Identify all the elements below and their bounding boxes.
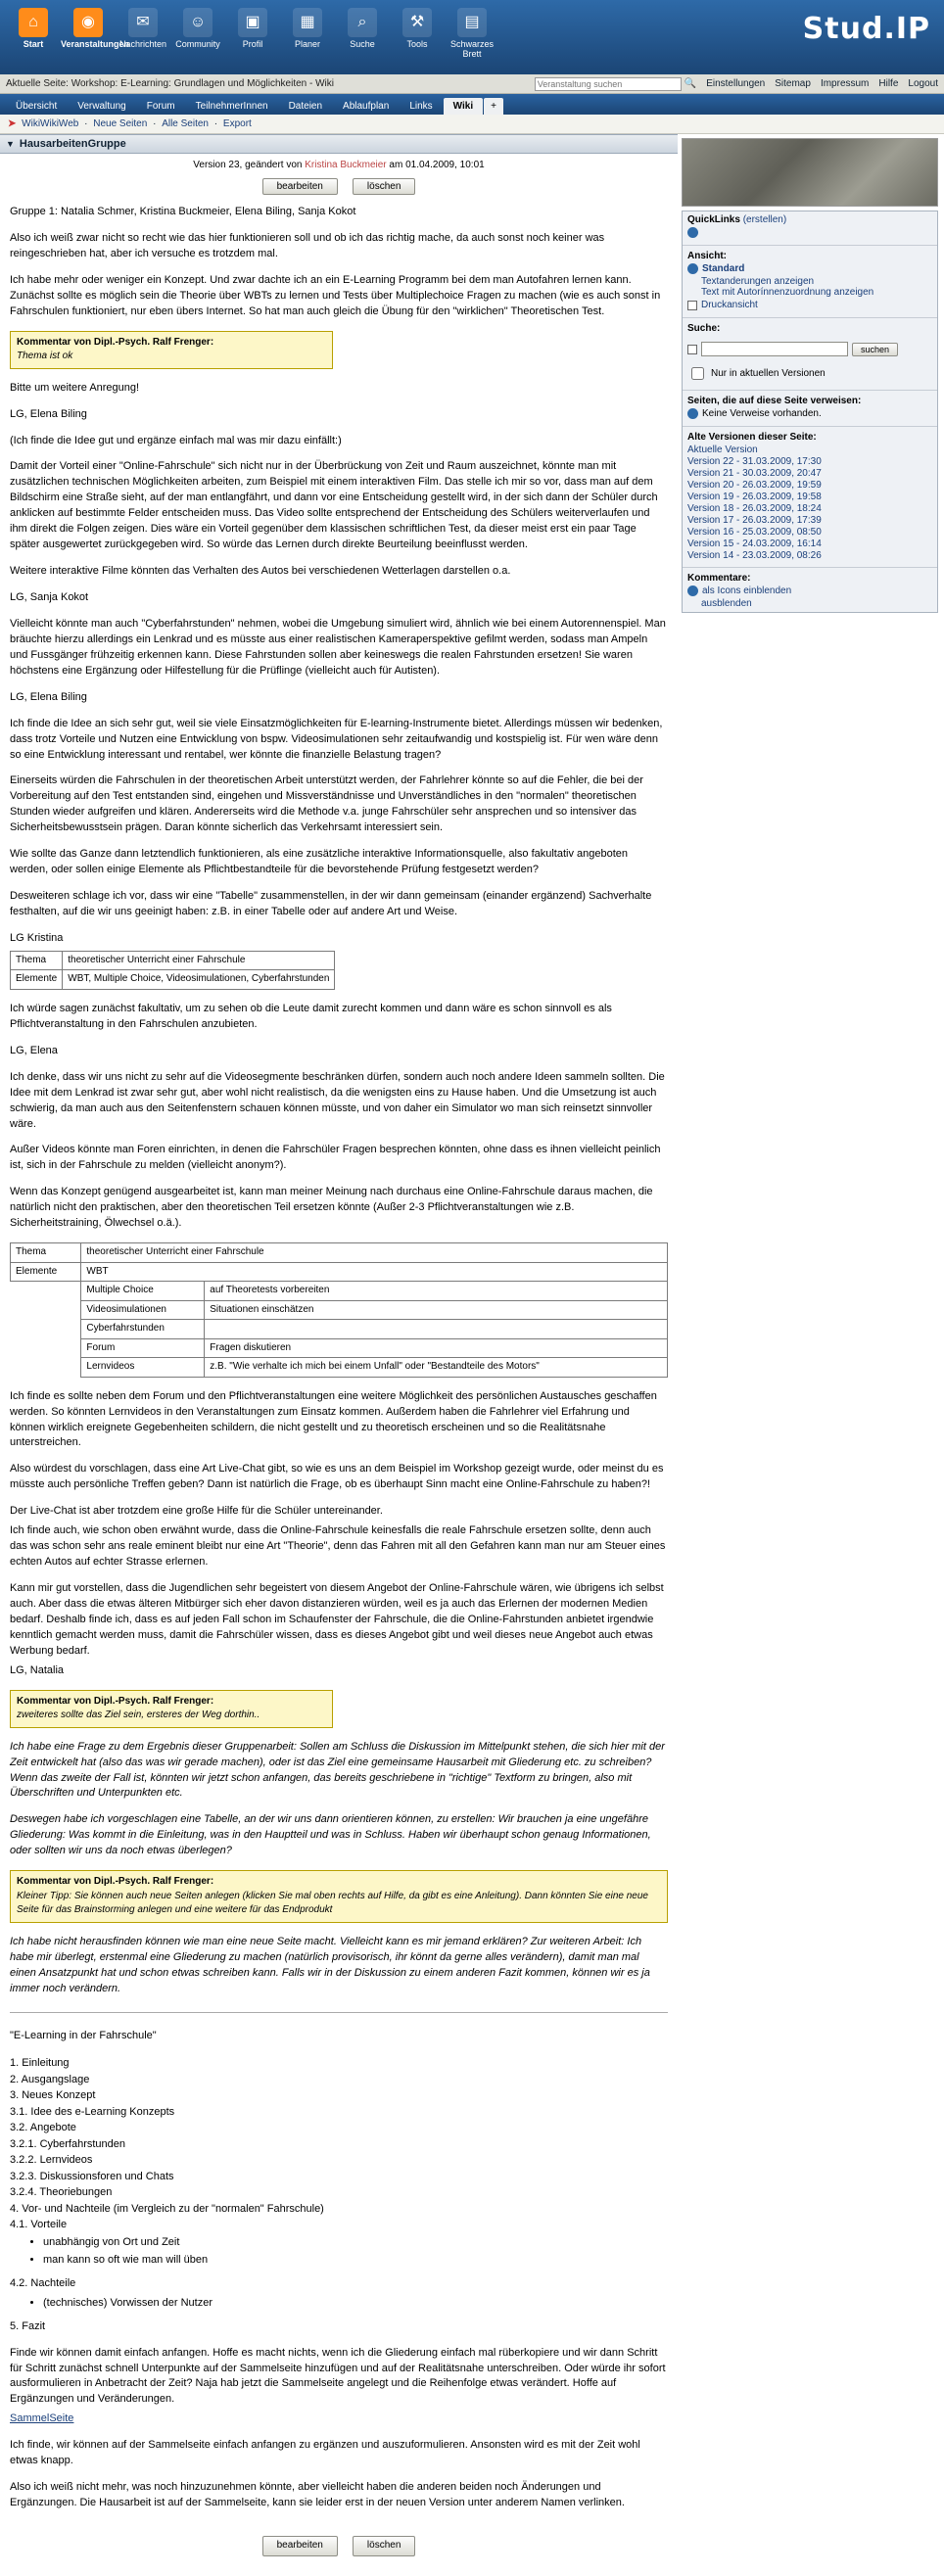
link-hilfe[interactable]: Hilfe bbox=[878, 78, 899, 89]
comment-box-1 bbox=[10, 331, 333, 369]
version-link-16[interactable]: Version 16 - 25.03.2009, 08:50 bbox=[687, 527, 822, 538]
paragraph-16: Ich finde es sollte neben dem Forum und den Pflichtveranstaltungen eine weitere Möglichkeit des persönlichen Austausches geschaffen werden. So könnten Lernvideos in den Veranstaltungen zum Einsatz kommen. Außerdem haben die Fahrlehrer viel Erfahrung und können wirklich ereignete Gegebenheiten schildern, die nicht gestellt und zu theoretisch erscheinen und so die Realitätsnahe unterstreichen. bbox=[10, 1389, 657, 1449]
page-title-bar bbox=[0, 134, 678, 154]
comment-author-2: Kommentar von Dipl.-Psych. Ralf Frenger: bbox=[17, 1695, 214, 1707]
table-cell-element: Videosimulationen bbox=[81, 1300, 205, 1320]
version-link-17[interactable]: Version 17 - 26.03.2009, 17:39 bbox=[687, 515, 822, 526]
link-impressum[interactable]: Impressum bbox=[820, 78, 870, 89]
table-cell-key: Thema bbox=[11, 951, 63, 970]
sep-3: · bbox=[213, 118, 218, 129]
current-versions-label: Nur in aktuellen Versionen bbox=[711, 368, 826, 379]
divider bbox=[10, 2012, 668, 2013]
referring-pages-row bbox=[687, 408, 932, 419]
search-input[interactable] bbox=[535, 77, 682, 91]
ansicht-standard-row[interactable] bbox=[687, 263, 932, 274]
nav-item-profil[interactable] bbox=[225, 4, 280, 49]
wiki-link-neue-seiten[interactable]: Neue Seiten bbox=[93, 118, 148, 129]
signature-6: LG, Natalia bbox=[10, 1663, 65, 1676]
signature-5: LG, Elena bbox=[10, 1044, 58, 1056]
paragraph-17: Also würdest du vorschlagen, dass eine Art Live-Chat gibt, so wie es uns an dem Beispiel im Workshop gezeigt wurde, oder meinst du es müsste auch persönliche Treffen geben? Dann ist natürlich die Frage, ob es überhaupt Sinn macht eine Online-Fahrschule zu haben?! bbox=[10, 1463, 664, 1491]
courses-icon: ◉ bbox=[73, 8, 103, 37]
paragraph-7: Vielleicht könnte man auch "Cyberfahrstunden" nehmen, wobei die Umgebung simuliert wird, ähnlich wie bei einem Autorennenspiel. Man bräuchte hierzu allerdings ein Lenkrad und es müsste aus einer realistischen Kameraperspektive gefilmt werden, sodass man Ampeln und Fussgänger frühzeitig erkennen kann. Diese Fahrstunden sollen aber keineswegs die realen Fahrstunden ersetzen! Sie waren höchstens eine Ergänzung oder Hilfestellung für die Prüflinge (vielleicht auch für Autisten). bbox=[10, 617, 666, 677]
table-row bbox=[11, 1282, 668, 1301]
bullet-icon bbox=[687, 263, 698, 274]
paragraph-8: Ich finde die Idee an sich sehr gut, weil sie viele Einsatzmöglichkeiten für E-learning-Instrumente bietet. Allerdings müssen wir bedenken, dass trotz Vorteile und Nutzen eine Entwicklung von bspw. Videosimulationen sehr zeitaufwandig und kostspielig ist. Für wen wäre denn so eine Entwicklung interessant und rentabel, wer könnte die finanzielle Belastung tragen? bbox=[10, 717, 663, 761]
sep-1: · bbox=[84, 118, 88, 129]
signature-1: LG, Elena Biling bbox=[10, 407, 87, 420]
nav-item-tools[interactable] bbox=[390, 4, 445, 49]
ansicht-item-autorinnenzuordnung[interactable]: Text mit Autorínnenzuordnung anzeigen bbox=[701, 287, 874, 298]
table-cell-value: theoretischer Unterricht einer Fahrschule bbox=[81, 1243, 668, 1263]
nav-item-planer[interactable] bbox=[280, 4, 335, 49]
nav-label-tools: Tools bbox=[406, 39, 428, 49]
table-cell-element: Cyberfahrstunden bbox=[81, 1320, 205, 1339]
nav-label-veranstaltungen: Veranstaltungen bbox=[61, 39, 130, 49]
paragraph-3: Bitte um weitere Anregung! bbox=[10, 381, 140, 394]
comment-text-3: Kleiner Tipp: Sie können auch neue Seiten anlegen (klicken Sie mal oben rechts auf Hilfe, da gibt es eine Anleitung). Dann könnten Sie eine neue Seite für das Brainstorming anlegen und eine weitere für das Endprodukt bbox=[17, 1890, 648, 1916]
version-link-21[interactable]: Version 21 - 30.03.2009, 20:47 bbox=[687, 468, 822, 479]
top-navigation-bar bbox=[0, 0, 944, 74]
kommentare-ausblenden-link[interactable]: ausblenden bbox=[701, 598, 752, 609]
nav-item-veranstaltungen[interactable] bbox=[61, 4, 130, 49]
arrow-icon: ➤ bbox=[8, 118, 17, 129]
wiki-content bbox=[0, 134, 678, 2576]
version-author-link[interactable]: Kristina Buckmeier bbox=[305, 160, 387, 170]
outline-title: "E-Learning in der Fahrschule" bbox=[10, 2030, 157, 2042]
sidebar-search-row bbox=[683, 339, 937, 359]
table-cell-desc bbox=[205, 1320, 668, 1339]
version-link-18[interactable]: Version 18 - 26.03.2009, 18:24 bbox=[687, 503, 822, 514]
outline-item: 3. Neues Konzept bbox=[10, 2089, 96, 2102]
version-link-19[interactable]: Version 19 - 26.03.2009, 19:58 bbox=[687, 492, 822, 502]
paragraph-6: Weitere interaktive Filme könnten das Verhalten des Autos bei verschiedenen Wetterlagen darstellen o.a. bbox=[10, 565, 511, 578]
sidebar-search-button[interactable]: suchen bbox=[852, 343, 898, 356]
ansicht-item-textaenderungen[interactable]: Textanderungen anzeigen bbox=[701, 276, 815, 287]
outline-item: 2. Ausgangslage bbox=[10, 2073, 90, 2085]
paragraph-2: Ich habe mehr oder weniger ein Konzept. Und zwar dachte ich an ein E-Learning Programm bei dem man Autofahren lernen kann. Zunächst sollte es möglich sein die Theorie über WBTs zu lernen und Tests über Multiplechoice Fragen zu machen (wie es auch sonst in Fahrschulen funktioniert, nur eben übers Internet. So hat man auch gleich die Übung für den "wirklichen" Theoretischen Test. bbox=[10, 273, 661, 317]
wiki-subnav bbox=[0, 115, 944, 134]
nachteile-heading: 4.2. Nachteile bbox=[10, 2276, 76, 2289]
nav-item-suche[interactable] bbox=[335, 4, 390, 49]
paragraph-20: Kann mir gut vorstellen, dass die Jugendlichen sehr begeistert von diesem Angebot der Online-Fahrschule wären, wie übrigens ich selbst auch. Aber dass die etwas älteren Mitbürger sich eher davon distanzieren würden, weil es ja auch das Erlernen der modernen Medien bedarf. Deshalb finde ich, dass es auf jeden Fall schon im Schaufenster der Fahrschule, die die Online-Fahrstunden anbietet irgendwie kenntlich gemacht werden muss, damit die Fahrschüler wissen, dass es dieses Angebot gibt und weil dieses neue Angebot auch etwas Werbung bedarf. bbox=[10, 1582, 664, 1657]
nav-label-profil: Profil bbox=[242, 39, 263, 49]
nav-label-suche: Suche bbox=[350, 39, 375, 49]
referring-pages-title: Seiten, die auf diese Seite verweisen: bbox=[687, 396, 862, 406]
tab-ablaufplan[interactable]: Ablaufplan bbox=[343, 101, 390, 112]
nav-item-schwarzes-brett[interactable] bbox=[445, 4, 499, 59]
table-cell-value: theoretischer Unterricht einer Fahrschule bbox=[63, 951, 335, 970]
version-link-14[interactable]: Version 14 - 23.03.2009, 08:26 bbox=[687, 550, 822, 561]
kommentare-title: Kommentare: bbox=[687, 573, 751, 584]
nav-item-community[interactable] bbox=[170, 4, 225, 49]
table-row bbox=[11, 1338, 668, 1358]
nav-label-nachrichten: Nachrichten bbox=[118, 39, 167, 49]
outline-item: 3.2.3. Diskussionsforen und Chats bbox=[10, 2170, 174, 2182]
board-icon: ▤ bbox=[457, 8, 487, 37]
nav-label-schwarzes-brett: Schwarzes Brett bbox=[449, 39, 494, 59]
top-action-buttons bbox=[0, 172, 678, 205]
comment-author-3: Kommentar von Dipl.-Psych. Ralf Frenger: bbox=[17, 1876, 214, 1888]
outline-item: 3.2.2. Lernvideos bbox=[10, 2154, 93, 2167]
printer-icon bbox=[687, 301, 697, 310]
sidebar-search-input[interactable] bbox=[701, 342, 848, 356]
table-row bbox=[11, 951, 335, 970]
tab-forum[interactable]: Forum bbox=[146, 101, 175, 112]
breadcrumb-bar bbox=[0, 74, 944, 94]
kommentare-section bbox=[683, 570, 937, 612]
sidebar-panel bbox=[682, 211, 938, 613]
nav-item-nachrichten[interactable] bbox=[116, 4, 170, 49]
nachteile-list bbox=[43, 2296, 668, 2312]
quicklinks-clock-row[interactable] bbox=[687, 227, 932, 238]
suche-title: Suche: bbox=[687, 323, 721, 334]
studip-logo: Stud.IP bbox=[802, 12, 930, 46]
kommentare-icons-row[interactable] bbox=[687, 585, 932, 596]
version-link-22[interactable]: Version 22 - 31.03.2009, 17:30 bbox=[687, 456, 822, 467]
paragraph-13: Ich denke, dass wir uns nicht zu sehr auf die Videosegmente beschränken dürfen, sondern auch noch andere Ideen sammeln sollten. Die Idee mit dem Lenkrad ist zwar sehr gut, aber wohl nicht realistisch, da die wenigsten eins zu Hause haben. Und die Umsetzung ist auch schwierig, da man auch aus den Seitenfenstern schauen können müsste, und von daher ein Simulator wo man sich reinsetzt sinnvoller wäre. bbox=[10, 1070, 665, 1130]
comment-author-1: Kommentar von Dipl.-Psych. Ralf Frenger: bbox=[17, 336, 214, 348]
old-versions-title: Alte Versionen dieser Seite: bbox=[687, 432, 817, 443]
comment-box-2 bbox=[10, 1690, 333, 1728]
search-icon[interactable]: 🔍 bbox=[684, 78, 697, 89]
edit-button-bottom[interactable]: bearbeiten bbox=[262, 2536, 338, 2556]
ansicht-title: Ansicht: bbox=[687, 251, 727, 261]
tab-verwaltung[interactable]: Verwaltung bbox=[77, 101, 126, 112]
table-cell-element: Forum bbox=[81, 1338, 205, 1358]
version-info bbox=[0, 154, 678, 172]
bottom-action-buttons bbox=[10, 2522, 668, 2576]
version-link-20[interactable]: Version 20 - 26.03.2009, 19:59 bbox=[687, 480, 822, 491]
comment-text-2: zweiteres sollte das Ziel sein, ersteres der Weg dorthin.. bbox=[17, 1710, 260, 1721]
outline-list bbox=[10, 2055, 668, 2233]
ansicht-item-standard[interactable]: Standard bbox=[702, 263, 745, 274]
quicklinks-title: QuickLinks bbox=[687, 214, 740, 225]
tab-add[interactable]: + bbox=[484, 98, 503, 115]
druckansicht-link[interactable]: Druckansicht bbox=[701, 300, 758, 310]
paragraph-12: Ich würde sagen zunächst fakultativ, um zu sehen ob die Leute damit zurecht kommen und dann wäre es schon sinnvoll es als Pflichtveranstaltung in den Fahrschulen anzubieten. bbox=[10, 1002, 612, 1030]
table-cell-value: WBT bbox=[81, 1262, 668, 1282]
kommentare-als-icons-link[interactable]: als Icons einblenden bbox=[702, 585, 792, 596]
course-search[interactable] bbox=[535, 77, 696, 91]
link-einstellungen[interactable]: Einstellungen bbox=[706, 78, 766, 89]
tab-dateien[interactable]: Dateien bbox=[288, 101, 323, 112]
table-cell-element: Lernvideos bbox=[81, 1358, 205, 1378]
link-logout[interactable]: Logout bbox=[908, 78, 938, 89]
version-suffix: am 01.04.2009, 10:01 bbox=[386, 160, 485, 170]
table-row bbox=[11, 1243, 668, 1263]
paragraph-9: Einerseits würden die Fahrschulen in der theoretischen Arbeit unterstützt werden, der Fahrlehrer könnte so auf die Fehler, die bei der Vorbereitung auf den Test entstanden sind, eingehen und Missverständnisse und Unverständliches in den "normalen" theoretischen Stunden wieder aufgreifen und klären. Andererseits wird die Methode v.a. junge Fahrschüler sehr ansprechen und so intensiver das Sicherheitsbewusstsein prägen. Daran könnte sicherlich das Verkehrsamt interessiert sein. bbox=[10, 774, 643, 834]
edit-button-top[interactable]: bearbeiten bbox=[262, 178, 338, 195]
concept-table-1 bbox=[10, 951, 335, 990]
list-item: • man kann so oft wie man will üben bbox=[43, 2253, 668, 2269]
sep-2: · bbox=[153, 118, 157, 129]
page-title: HausarbeitenGruppe bbox=[19, 138, 126, 150]
table-cell-desc: Situationen einschätzen bbox=[205, 1300, 668, 1320]
table-cell-desc: z.B. "Wie verhalte ich mich bei einem Unfall" oder "Bestandteile des Motors" bbox=[205, 1358, 668, 1378]
table-row bbox=[11, 970, 335, 990]
outline-item: 3.2.4. Theoriebungen bbox=[10, 2186, 113, 2199]
nav-item-start[interactable] bbox=[6, 4, 61, 49]
delete-button-top[interactable]: löschen bbox=[353, 178, 415, 195]
nav-label-community: Community bbox=[175, 39, 220, 49]
course-image bbox=[682, 138, 938, 207]
tab-wiki[interactable]: Wiki bbox=[444, 98, 483, 115]
paragraph-24: Finde wir können damit einfach anfangen. Hoffe es macht nichts, wenn ich die Gliederung einfach mal rüberkopiere und wir dann Schritt für Schritt zunächst schnell Unterpunkte auf der Sammelseite hinzufügen und auf der Realitätsnahe unterschreiben. Oder würde ihr sofort ausformulieren in Anbetracht der Zeit? Naja hab jetzt die Sammelseite angelegt und die Reihenfolge etwas verändert. Hoffe auf Ergänzungen und Veränderungen. bbox=[10, 2346, 666, 2406]
calendar-icon: ▦ bbox=[293, 8, 322, 37]
signature-4: LG Kristina bbox=[10, 931, 64, 944]
referring-pages-section bbox=[683, 393, 937, 424]
concept-table-2 bbox=[10, 1242, 668, 1378]
search-icon bbox=[687, 345, 697, 354]
suche-checkbox-row bbox=[683, 359, 937, 388]
comment-box-3 bbox=[10, 1870, 668, 1923]
outline-item: 3.2.1. Cyberfahrstunden bbox=[10, 2137, 126, 2150]
table-row bbox=[11, 1320, 668, 1339]
paragraph-14: Außer Videos könnte man Foren einrichten, in denen die Fahrschüler Fragen besprechen könnten, ohne dass es ihnen vielleicht peinlich ist, sich in der Fahrschule zu melden (vielleicht anonym?). bbox=[10, 1144, 661, 1172]
current-versions-checkbox[interactable] bbox=[691, 367, 704, 380]
table-cell-key: Elemente bbox=[11, 970, 63, 990]
tab-uebersicht[interactable]: Übersicht bbox=[16, 101, 58, 112]
nav-label-start: Start bbox=[23, 39, 44, 49]
old-versions-section bbox=[683, 429, 937, 565]
wiki-link-export[interactable]: Export bbox=[222, 118, 252, 129]
table-cell-element: Multiple Choice bbox=[81, 1282, 205, 1301]
wiki-link-wikiwikiweb[interactable]: WikiWikiWeb bbox=[22, 118, 79, 129]
paragraph-15: Wenn das Konzept genügend ausgearbeitet ist, kann man meiner Meinung nach durchaus eine Online-Fahrschule daraus machen, die natürlich nicht den praktischen, aber den theoretischen Teil ersetzen könnte (Außer 2-3 Pflichtveranstaltungen wie z.B. Sicherheitstraining, Ölwechsel o.ä.). bbox=[10, 1186, 653, 1230]
version-link-current[interactable]: Aktuelle Version bbox=[687, 445, 758, 455]
table-cell-value: WBT, Multiple Choice, Videosimulationen, Cyberfahrstunden bbox=[63, 970, 335, 990]
paragraph-19: Ich finde auch, wie schon oben erwähnt wurde, dass die Online-Fahrschule keinesfalls die reale Fahrschule ersetzen sollte, denn auch das was schon sehr ans reale eminent bleibt nur eine Art "Theorie", denn das Fahren mit all den Gefahren kann man nur am Steuer eines echten Autos auf echter Strasse erlernen. bbox=[10, 1524, 666, 1569]
utility-links bbox=[706, 78, 938, 89]
comment-text-1: Thema ist ok bbox=[17, 351, 73, 362]
paragraph-22: Deswegen habe ich vorgeschlagen eine Tabelle, an der wir uns dann orientieren können, zu erstellen: Wir brauchen ja eine ungefähre Gliederung: Was kommt in die Einleitung, was in den Hauptteil und was in Schluss. Haben wir überhaupt schon genaug Informationen, oder sollten wir uns da noch etwas überlegen? bbox=[10, 1813, 651, 1857]
course-tabs bbox=[0, 94, 944, 115]
paragraph-23: Ich habe nicht herausfinden können wie man eine neue Seite macht. Vielleicht kann es mir jemand erklären? Zur weiteren Arbeit: Ich habe mir überlegt, erstenmal eine Gliederung zu machen (natürlich provisorisch, ihr könnt da gerne alles verändern), damit man mal einen Ansatzpunkt hat und schon etwas schreiben kann. Falls wir in der Diskussion zu einem anderen Fazit kommen, können wir es ja immer noch verändern. bbox=[10, 1935, 650, 1994]
list-item: • (technisches) Vorwissen der Nutzer bbox=[43, 2296, 668, 2312]
paragraph-1: Also ich weiß zwar nicht so recht wie das hier funktionieren soll und ob ich das richtig mache, da auch sonst noch keiner was reingeschrieben hat, aber ich versuche es trotzdem mal. bbox=[10, 231, 605, 259]
mail-icon: ✉ bbox=[128, 8, 158, 37]
wiki-body bbox=[0, 205, 678, 2576]
quicklinks-section bbox=[683, 211, 937, 243]
outline-item: 4. Vor- und Nachteile (im Vergleich zu der "normalen" Fahrschule) bbox=[10, 2202, 324, 2215]
outline-item: 3.2. Angebote bbox=[10, 2122, 76, 2134]
paragraph-5: Damit der Vorteil einer "Online-Fahrschule" sich nicht nur in der Überbrückung von Zeit und Raum auszeichnet, könnte man mit zusätzlichen technischen Möglichkeiten arbeiten, zum Beispiel mit einem interaktiven Film. Das stelle ich mir so vor, dass man auf dem Bildschirm eine Straße sieht, auf der man entlangfährt, und dann vor eine Entscheidung gestellt wird, in der sich dann der Schüler durch anklicken auf bestimmte Felder entscheiden muss. Das Video sollte entsprechend der Entscheidung des Schülers weiterverlaufen und ihm direkt die Folgen zeigen. Dies wäre ein Vorteil gegenüber dem klassischen schriftlichen Test, da dieser meist erst ein paar Tage später ausgewertet zurückgegeben wird. So würde das Lernen durch direkte Beurteilung beeinflusst werden. bbox=[10, 460, 658, 551]
quicklinks-create-link[interactable]: (erstellen) bbox=[742, 214, 787, 225]
tab-links[interactable]: Links bbox=[409, 101, 433, 112]
page-layout bbox=[0, 134, 944, 2576]
tools-icon: ⚒ bbox=[402, 8, 432, 37]
group-line: Gruppe 1: Natalia Schmer, Kristina Buckmeier, Elena Biling, Sanja Kokot bbox=[10, 206, 356, 217]
delete-button-bottom[interactable]: löschen bbox=[353, 2536, 415, 2556]
table-cell-key: Thema bbox=[11, 1243, 81, 1263]
outline-item: 1. Einleitung bbox=[10, 2057, 70, 2070]
table-row bbox=[11, 1262, 668, 1282]
paragraph-4: (Ich finde die Idee gut und ergänze einfach mal was mir dazu einfällt:) bbox=[10, 434, 342, 446]
vorteile-list bbox=[43, 2235, 668, 2269]
wiki-link-alle-seiten[interactable]: Alle Seiten bbox=[162, 118, 209, 129]
community-icon: ☺ bbox=[183, 8, 212, 37]
version-link-15[interactable]: Version 15 - 24.03.2009, 16:14 bbox=[687, 539, 822, 549]
druckansicht-row[interactable] bbox=[687, 300, 932, 310]
nav-label-planer: Planer bbox=[294, 39, 320, 49]
bullet-icon bbox=[687, 585, 698, 596]
circle-icon bbox=[687, 408, 698, 419]
paragraph-10: Wie sollte das Ganze dann letztendlich funktionieren, als eine zusätzliche interaktive Informationsquelle, also fakultativ angeboten werden, oder sollen einige Elemente als Pflichtbestandteile für die bevorstehende Prüfung festgesetzt werden? bbox=[10, 848, 629, 876]
outline-item: 4.1. Vorteile bbox=[10, 2219, 68, 2231]
paragraph-11: Desweiteren schlage ich vor, dass wir eine "Tabelle" zusammenstellen, in der wir dann gemeinsam (einander ergänzend) Sachverhalte festhalten, auf die wir uns geeinigt haben: z.B. in einer Tabelle oder auf andere Art und Weise. bbox=[10, 890, 652, 917]
paragraph-25: Ich finde, wir können auf der Sammelseite einfach anfangen zu ergänzen und auszuformulieren. Ansonsten wird es mit der Zeit wohl etwas knapp. bbox=[10, 2439, 640, 2467]
link-sitemap[interactable]: Sitemap bbox=[775, 78, 811, 89]
triangle-down-icon[interactable]: ▼ bbox=[6, 139, 15, 149]
paragraph-18: Der Live-Chat ist aber trotzdem eine große Hilfe für die Schüler untereinander. bbox=[10, 1505, 383, 1518]
referring-pages-text: Keine Verweise vorhanden. bbox=[702, 408, 822, 419]
paragraph-21: Ich habe eine Frage zu dem Ergebnis dieser Gruppenarbeit: Sollen am Schluss die Diskussion im Mittelpunkt stehen, die sich hier mit der Zeit entwickelt hat (also das was wir gerade machen), oder ist das Ziel eine gemeinsame Hausarbeit mit Gliederung etc. zu schreiben? Wenn das zweite der Fall ist, könnten wir jetzt schon anfangen, das bereits geschriebene in "richtige" Textform zu bringen, also mit Überschriften und Unterpunkten etc. bbox=[10, 1740, 665, 1800]
table-cell-desc: auf Theoretests vorbereiten bbox=[205, 1282, 668, 1301]
sidebar bbox=[678, 134, 944, 613]
breadcrumb: Aktuelle Seite: Workshop: E-Learning: Grundlagen und Möglichkeiten - Wiki bbox=[6, 78, 334, 89]
table-cell-key: Elemente bbox=[11, 1262, 81, 1282]
tab-teilnehmerinnen[interactable]: TeilnehmerInnen bbox=[195, 101, 268, 112]
clock-icon bbox=[687, 227, 698, 238]
fazit-heading: 5. Fazit bbox=[10, 2319, 46, 2332]
current-versions-checkbox-label[interactable] bbox=[687, 364, 932, 383]
version-prefix: Version 23, geändert von bbox=[193, 160, 306, 170]
home-icon: ⌂ bbox=[19, 8, 48, 37]
search-icon: ⌕ bbox=[348, 8, 377, 37]
profile-icon: ▣ bbox=[238, 8, 267, 37]
table-row bbox=[11, 1300, 668, 1320]
suche-section bbox=[683, 320, 937, 339]
ansicht-section bbox=[683, 248, 937, 315]
signature-3: LG, Elena Biling bbox=[10, 690, 87, 703]
sammelseite-link[interactable]: SammelSeite bbox=[10, 2412, 74, 2425]
list-item: • unabhängig von Ort und Zeit bbox=[43, 2235, 668, 2251]
paragraph-26: Also ich weiß nicht mehr, was noch hinzuzunehmen könnte, aber vielleicht haben die anderen beiden noch Änderungen und Ergänzungen. Die Hausarbeit ist auf der Sammelseite, kann sie leider erst in der neuen Version unter anderem Namen verlinken. bbox=[10, 2481, 625, 2509]
table-row bbox=[11, 1358, 668, 1378]
signature-2: LG, Sanja Kokot bbox=[10, 591, 89, 603]
outline-item: 3.1. Idee des e-Learning Konzepts bbox=[10, 2105, 175, 2118]
table-cell-desc: Fragen diskutieren bbox=[205, 1338, 668, 1358]
